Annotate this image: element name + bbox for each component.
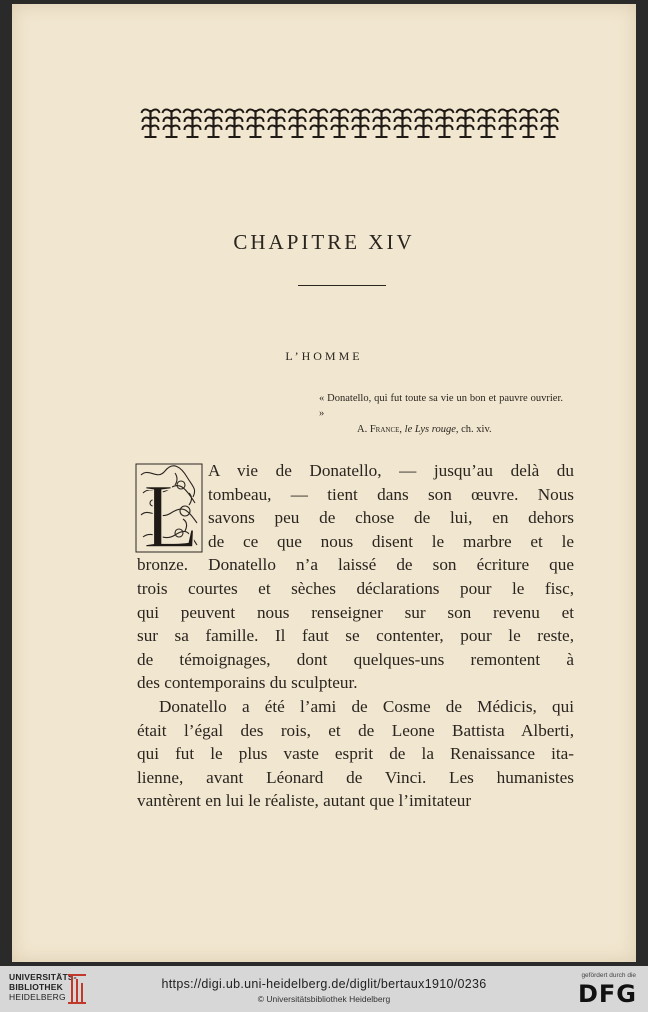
library-name: UNIVERSITÄTS- BIBLIOTHEK HEIDELBERG [9,972,77,1002]
palm-ornament-icon [205,109,223,137]
palm-ornament-icon [142,109,160,137]
dropcap-letter: L [143,465,200,553]
palm-ornament-icon [184,109,202,137]
body-line: tombeau, — tient dans son œuvre. Nous [208,484,574,504]
body-line: était l’égal des rois, et de Leone Battista Alberti, [137,720,574,740]
chapter-title: CHAPITRE XIV [233,230,415,254]
ornament-band [140,106,560,140]
palm-ornament-icon [394,109,412,137]
epigraph-work: le Lys rouge [404,424,456,435]
page-url-link[interactable]: https://digi.ub.uni-heidelberg.de/diglit/bertaux1910/0236 [161,977,487,991]
body-line: de ce que nous disent le marbre et le [208,531,574,551]
body-line: savons peu de chose de lui, en dehors [208,508,574,528]
body-line: qui peuvent nous renseigner sur son revenu et [137,602,574,622]
body-line: qui fut le plus vaste esprit de la Renaissance ita- [137,744,574,764]
body-line: lienne, avant Léonard de Vinci. Les humanistes [137,767,574,787]
palm-ornament-icon [352,109,370,137]
palm-ornament-icon [520,109,538,137]
palm-ornament-icon [226,109,244,137]
body-line: des contemporains du sculpteur. [137,673,358,693]
book-page [12,4,636,962]
body-line: bronze. Donatello n’a laissé de son écriture que [137,555,574,575]
epigraph [319,391,563,437]
epigraph-author: A. France [357,424,400,435]
palm-ornament-icon [373,109,391,137]
palm-ornament-icon [436,109,454,137]
palm-ornament-icon [415,109,433,137]
palm-ornament-icon [268,109,286,137]
body-line: sur sa famille. Il faut se contenter, pour le reste, [137,626,574,646]
viewer-footer [0,966,648,1012]
dfg-logo: DFG [577,980,637,1008]
funder-note: gefördert durch die [581,972,636,979]
dropcap-ornament [135,463,203,553]
copyright-text: © Universitätsbibliothek Heidelberg [257,994,391,1004]
palm-ornament-icon [499,109,517,137]
body-text [137,459,574,813]
palm-ornament-icon [289,109,307,137]
body-line: A vie de Donatello, — jusqu’au delà du [208,461,574,480]
chapter-rule [298,285,386,286]
palm-ornament-icon [478,109,496,137]
palm-ornament-icon [163,109,181,137]
palm-ornament-icon [331,109,349,137]
body-line: de témoignages, dont quelques-uns remontent à [137,649,574,669]
body-line: vantèrent en lui le réaliste, autant que l’imitateur [137,791,472,811]
palm-ornament-icon [541,109,559,137]
palm-ornament-icon [457,109,475,137]
epigraph-ref: , ch. xiv. [455,424,492,435]
body-line: Donatello a été l’ami de Cosme de Médicis, qui [159,696,574,716]
palm-ornament-icon [310,109,328,137]
palm-ornament-icon [247,109,265,137]
epigraph-attribution: A. France, le Lys rouge, ch. xiv. [357,424,492,435]
section-title: L’HOMME [285,349,363,363]
body-line: trois courtes et sèches déclarations pour le fisc, [137,578,574,598]
epigraph-quote: « Donatello, qui fut toute sa vie un bon et pauvre ouvrier. » [319,393,563,419]
